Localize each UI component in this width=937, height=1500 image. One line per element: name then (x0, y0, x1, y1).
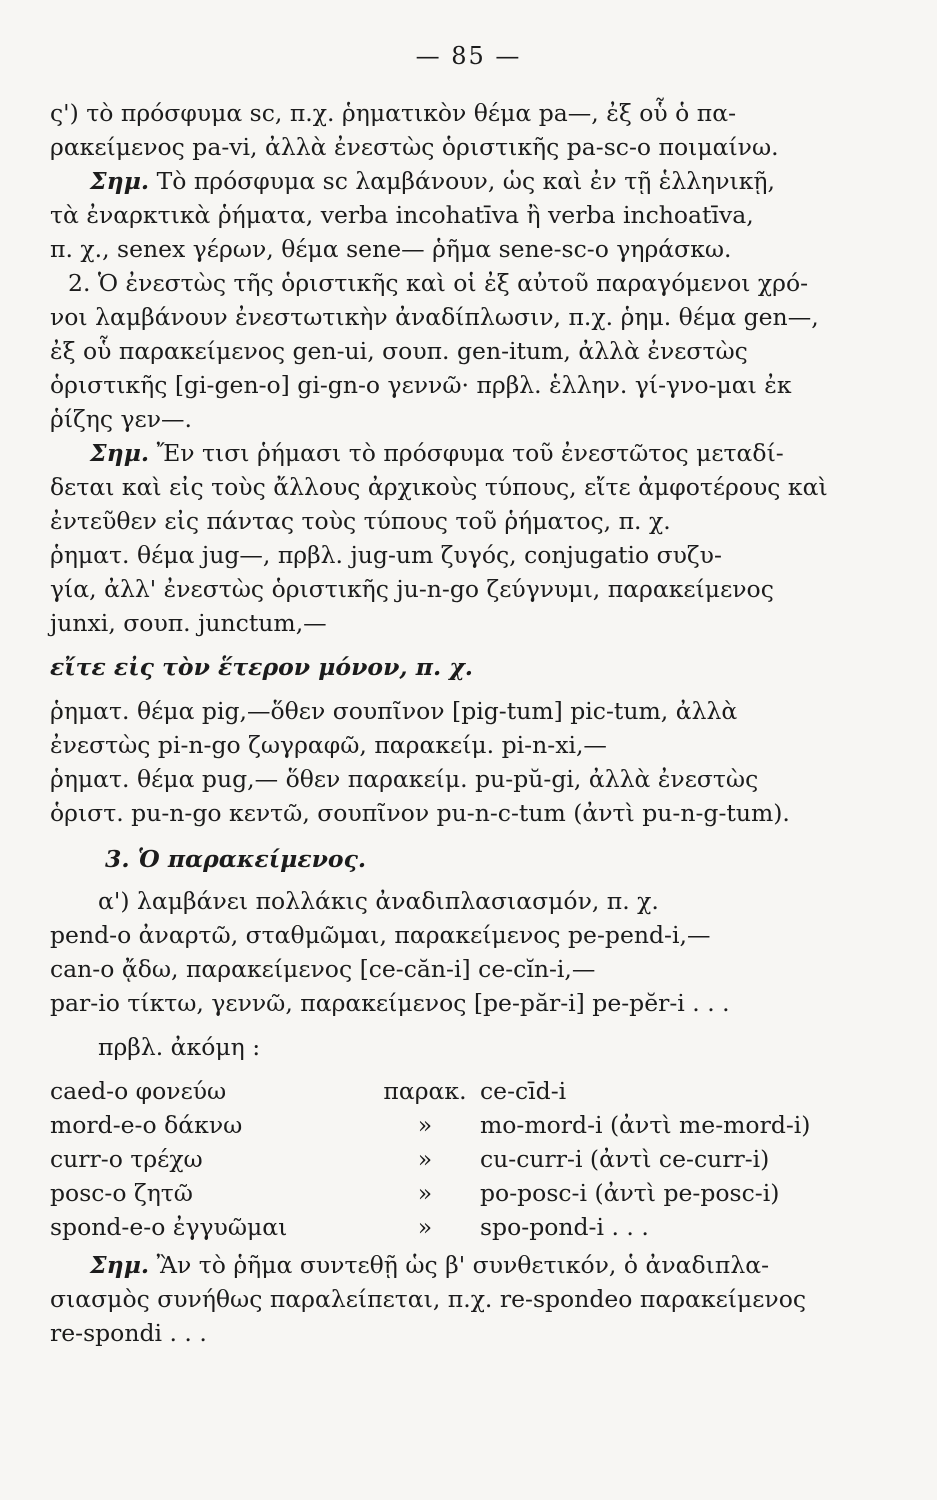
mark-cell: » (417, 1179, 433, 1207)
text-line: δεται καὶ εἰς τοὺς ἄλλους ἀρχικοὺς τύπους, εἴτε ἀμφοτέρους καὶ (50, 473, 828, 501)
page-body (50, 96, 868, 1350)
text-line: τὰ ἐναρκτικὰ ῥήματα, verba incohatīva ἢ verba inchoatīva, (50, 201, 754, 229)
text-line: Ἂν τὸ ῥῆμα συντεθῇ ὡς β' συνθετικόν, ὁ ἀναδιπλα- (149, 1251, 770, 1279)
example-pig (50, 694, 868, 762)
note-label: Σημ. (90, 167, 150, 195)
text-line: re-spondi . . . (50, 1319, 207, 1347)
text-line: ῥηματ. θέμα pug,— ὅθεν παρακείμ. pu-pŭ-gi, ἀλλὰ ἐνεστὼς (50, 765, 759, 793)
text-line: ῥίζης γεν—. (50, 405, 192, 433)
text-line: ἐντεῦθεν εἰς πάντας τοὺς τύπους τοῦ ῥήματος, π. χ. (50, 507, 671, 535)
verb-cell: mord-e-o δάκνω (50, 1111, 243, 1139)
text-line: ῥηματ. θέμα jug—, πρβλ. jug-um ζυγός, conjugatio συζυ- (50, 541, 722, 569)
perfect-cell: mo-mord-i (ἀντὶ me-mord-i) (480, 1111, 811, 1139)
text-line: ς') τὸ πρόσφυμα sc, π.χ. ῥηματικὸν θέμα pa—, ἐξ οὗ ὁ πα- (50, 99, 737, 127)
note-inchoative (50, 164, 868, 266)
text-line: α') λαμβάνει πολλάκις ἀναδιπλασιασμόν, π. χ. (98, 887, 659, 915)
verb-cell: caed-o φονεύω (50, 1077, 227, 1105)
either-only-one (50, 650, 868, 684)
table-row (50, 1176, 868, 1210)
example-pug (50, 762, 868, 830)
text-line: ὁριστικῆς [gi-gen-o] gi-gn-o γεννῶ· πρβλ. ἑλλην. γί-γνο-μαι ἐκ (50, 371, 792, 399)
verb-cell: spond-e-o ἐγγυῶμαι (50, 1213, 288, 1241)
perfect-table (50, 1074, 868, 1244)
text-line: Τὸ πρόσφυμα sc λαμβάνουν, ὡς καὶ ἐν τῇ ἑλληνικῇ, (149, 167, 775, 195)
text-line: junxi, σουπ. junctum,— (50, 609, 327, 637)
example-line: can-o ᾄδω, παρακείμενος [ce-căn-i] ce-cĭn-i,— (50, 955, 596, 983)
text-line: ρακείμενος pa-vi, ἀλλὰ ἐνεστὼς ὁριστικῆς pa-sc-o ποιμαίνω. (50, 133, 779, 161)
page-number: — 85 — (415, 42, 522, 70)
section3-examples (50, 918, 868, 1020)
mark-cell: » (417, 1111, 433, 1139)
compare-label: πρβλ. ἀκόμη : (98, 1033, 261, 1061)
text-line: ἐνεστὼς pi-n-go ζωγραφῶ, παρακείμ. pi-n-xi,— (50, 731, 607, 759)
text-line: νοι λαμβάνουν ἐνεστωτικὴν ἀναδίπλωσιν, π.χ. ῥημ. θέμα gen—, (50, 303, 819, 331)
perfect-cell: po-posc-i (ἀντὶ pe-posc-i) (480, 1179, 780, 1207)
verb-cell: posc-o ζητῶ (50, 1179, 193, 1207)
text-line: Ἔν τισι ῥήμασι τὸ πρόσφυμα τοῦ ἐνεστῶτος μεταδί- (149, 439, 784, 467)
text-line: ὁριστ. pu-n-go κεντῶ, σουπῖνον pu-n-c-tum (ἀντὶ pu-n-g-tum). (50, 799, 790, 827)
example-line: par-io τίκτω, γεννῶ, παρακείμενος [pe-păr-i] pe-pĕr-i . . . (50, 989, 730, 1017)
note-label: Σημ. (90, 1251, 150, 1279)
text-line: γία, ἀλλ' ἐνεστὼς ὁριστικῆς ju-n-go ζεύγνυμι, παρακείμενος (50, 575, 774, 603)
text-line: σιασμὸς συνήθως παραλείπεται, π.χ. re-spondeo παρακείμενος (50, 1285, 807, 1313)
table-row (50, 1142, 868, 1176)
table-row (50, 1074, 868, 1108)
table-row (50, 1108, 868, 1142)
example-line: pend-o ἀναρτῶ, σταθμῶμαι, παρακείμενος pe-pend-i,— (50, 921, 711, 949)
example-jug (50, 538, 868, 640)
perfect-cell: spo-pond-i . . . (480, 1213, 649, 1241)
note-suffix-spread (50, 436, 868, 538)
note-compound (50, 1248, 868, 1282)
text-line: ῥηματ. θέμα pig,—ὅθεν σουπῖνον [pig-tum] pic-tum, ἀλλὰ (50, 697, 738, 725)
perfect-cell: cu-curr-i (ἀντὶ ce-curr-i) (480, 1145, 770, 1173)
verb-cell: curr-o τρέχω (50, 1145, 203, 1173)
section-heading: 3. Ὁ παρακείμενος. (105, 845, 367, 873)
note-label: Σημ. (90, 439, 150, 467)
mark-cell: παρακ. (383, 1077, 467, 1105)
text-line: εἴτε εἰς τὸν ἕτερον μόνον, π. χ. (50, 653, 473, 681)
text-line: π. χ., senex γέρων, θέμα sene— ῥῆμα sene-sc-o γηράσκω. (50, 235, 732, 263)
paragraph-present-reduplication (50, 266, 868, 436)
section3-intro (50, 884, 868, 918)
mark-cell: » (417, 1145, 433, 1173)
text-line: ἐξ οὗ παρακείμενος gen-ui, σουπ. gen-itum, ἀλλὰ ἐνεστὼς (50, 337, 748, 365)
perfect-cell: ce-cīd-i (480, 1077, 567, 1105)
mark-cell: » (417, 1213, 433, 1241)
table-row (50, 1210, 868, 1244)
paragraph-sc-suffix (50, 96, 868, 164)
text-line: 2. Ὁ ἐνεστὼς τῆς ὁριστικῆς καὶ οἱ ἐξ αὐτοῦ παραγόμενοι χρό- (68, 269, 809, 297)
